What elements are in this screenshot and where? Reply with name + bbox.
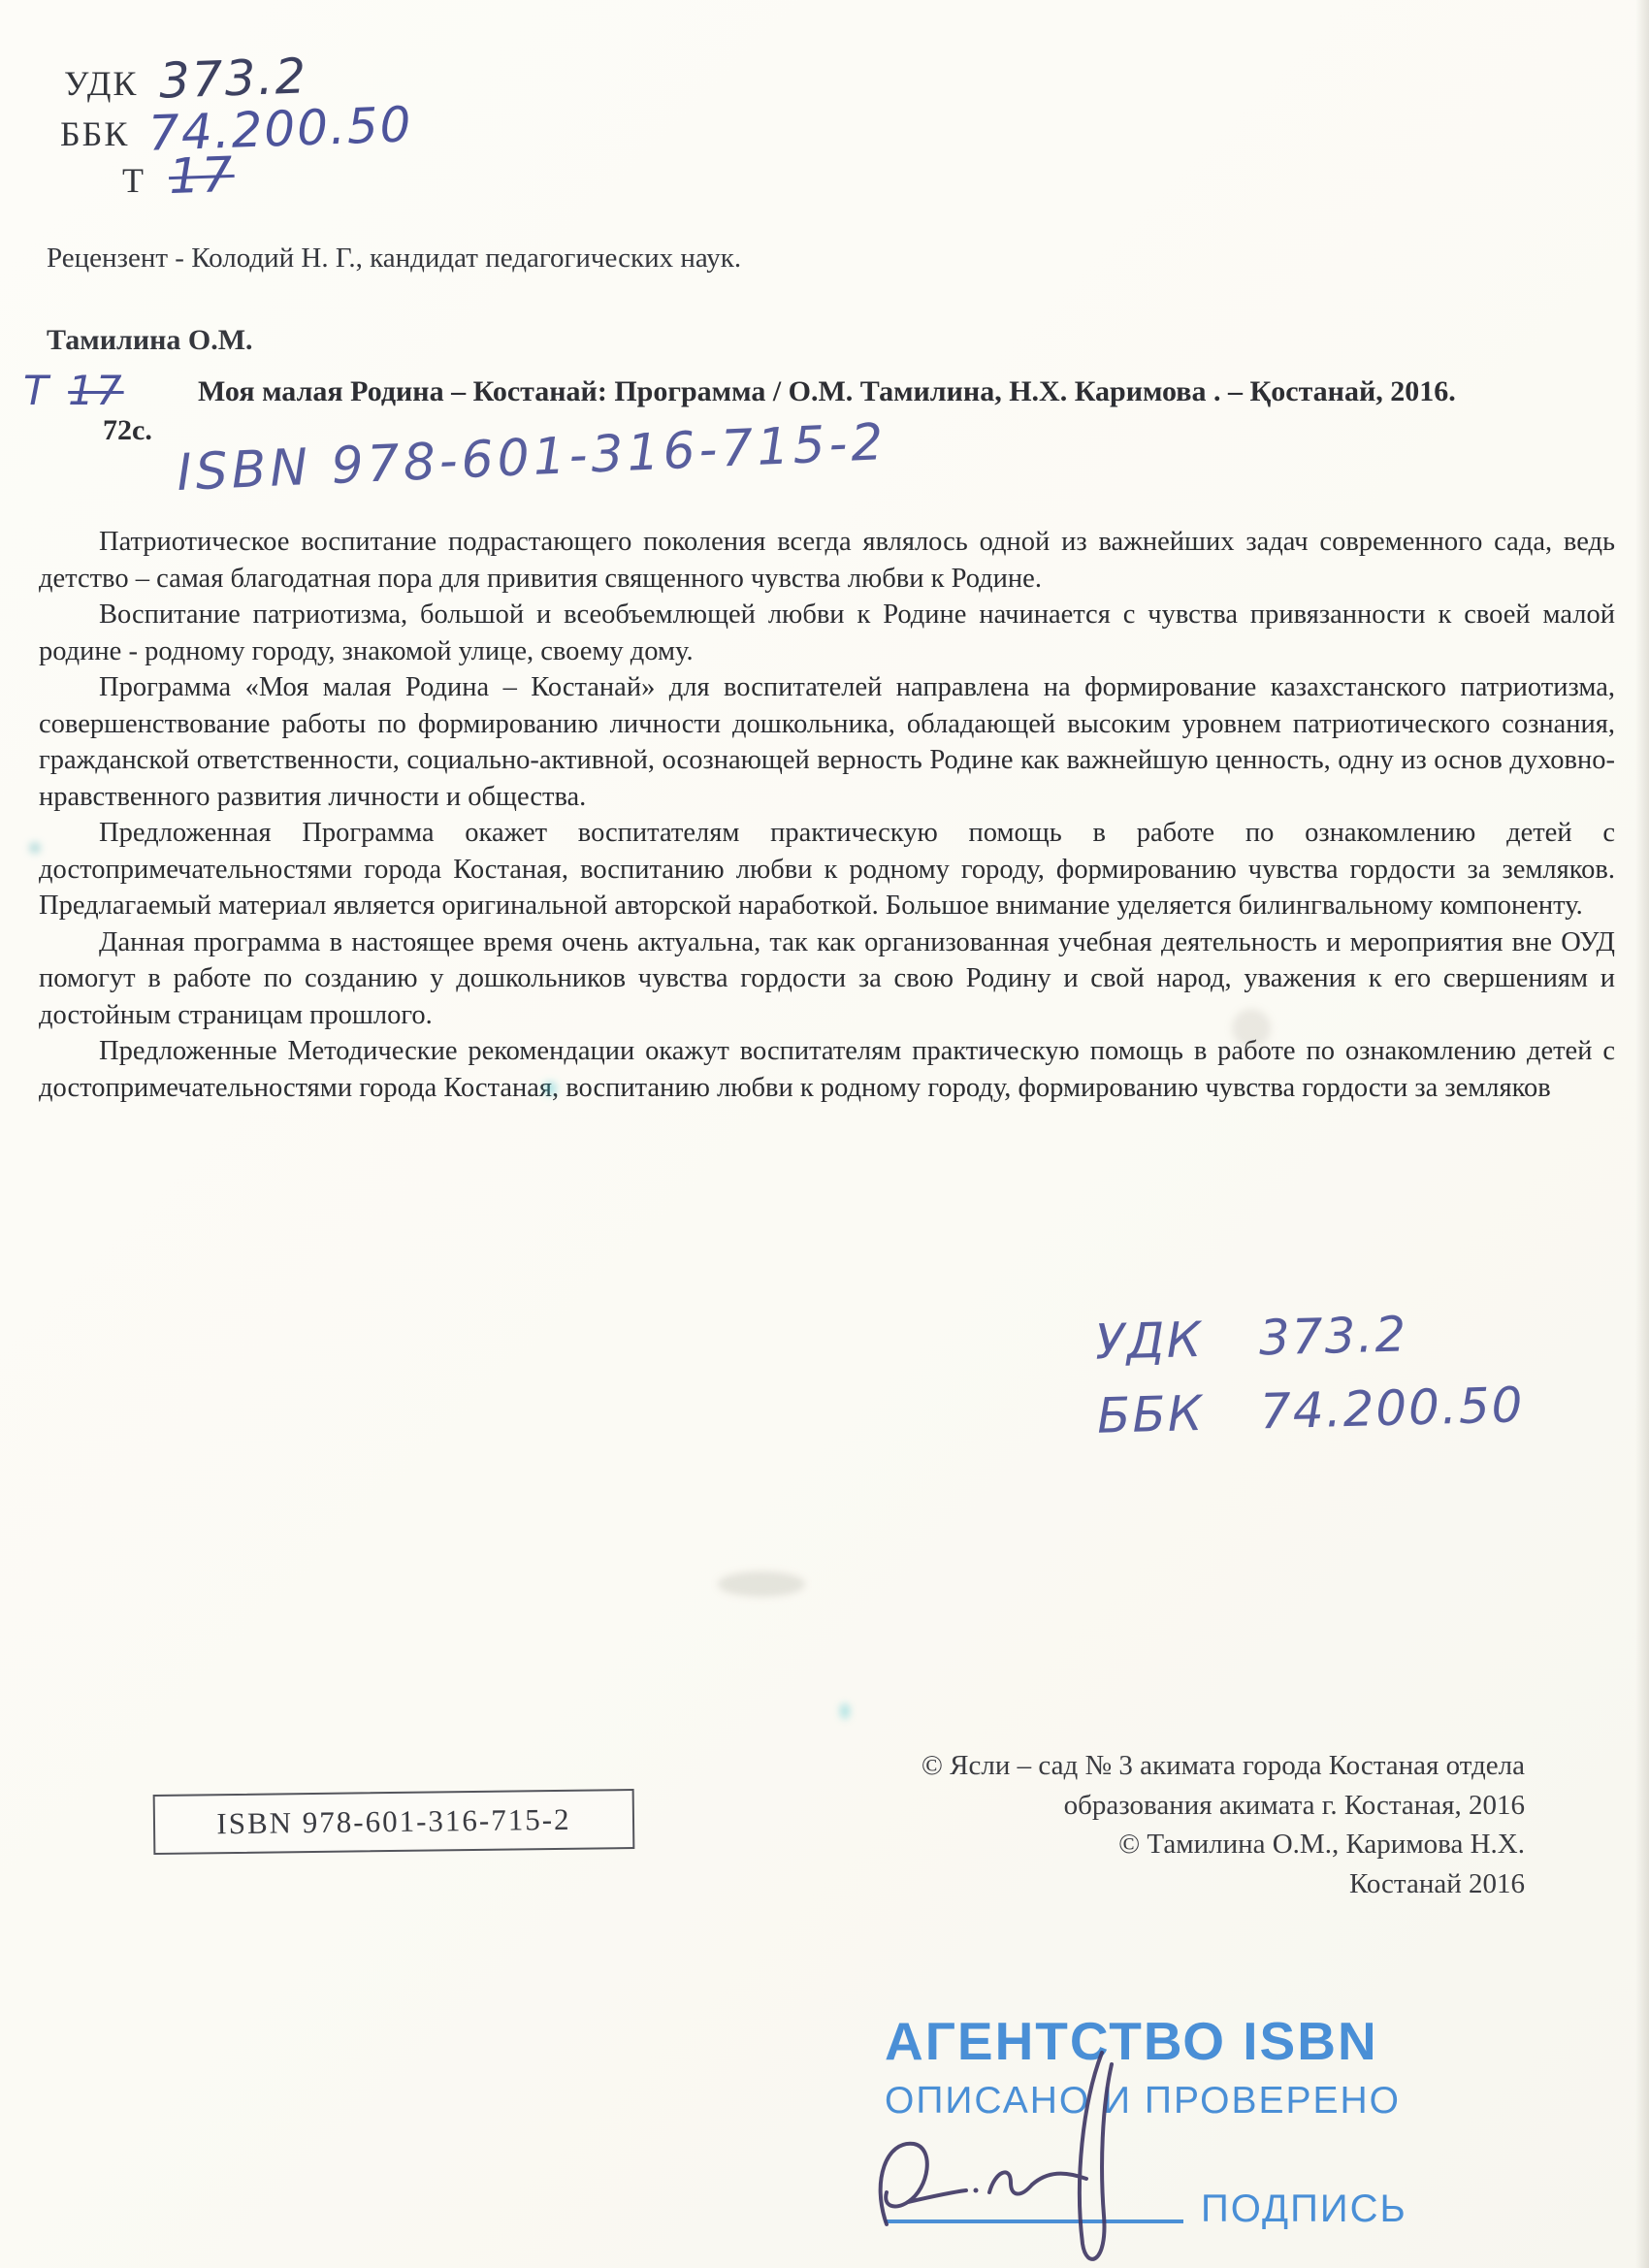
catalog-margin-t: Т	[23, 367, 50, 414]
copyright-line-1: © Ясли – сад № 3 акимата города Костаная отдела	[921, 1750, 1525, 1781]
mid-udk-value: 373.2	[1258, 1306, 1408, 1367]
mid-bbk-label: ББК	[1096, 1384, 1205, 1444]
copyright-block	[671, 1746, 1525, 1903]
t-header-line	[122, 147, 235, 204]
udk-value-handwritten: 373.2	[158, 48, 309, 110]
bbk-value-handwritten: 74.200.50	[147, 96, 414, 162]
stamp-subtitle: ОПИСАНО И ПРОВЕРЕНО	[885, 2080, 1401, 2122]
scan-speck	[840, 1703, 850, 1719]
copyright-line-2: образования акимата г. Костаная, 2016	[1063, 1789, 1525, 1821]
stamp-title: АГЕНТСТВО ISBN	[885, 2011, 1378, 2071]
mid-bbk-value: 74.200.50	[1259, 1377, 1526, 1441]
scan-speck	[29, 842, 41, 854]
paragraph: Патриотическое воспитание подрастающего поколения всегда являлось одной из важнейших задач современного сада, ведь детство – самая благодатная пора для привития священного чувства любви к Родине.	[39, 527, 1615, 594]
t-value-handwritten: 17	[168, 146, 236, 206]
copyright-line-4: Костанай 2016	[1348, 1867, 1525, 1899]
paragraph: Программа «Моя малая Родина – Костанай» для воспитателей направлена на формирование казахстанского патриотизма, совершенствование работы по формированию личности дошкольника, обладающей высоким уровнем патриотического сознания, гражданской ответственности, социально-активной, осознающей верность Родине как важнейшую ценность, одну из основ духовно-нравственного развития личности и общества.	[39, 672, 1615, 812]
udk-header-line	[64, 48, 309, 110]
scan-speck	[543, 1082, 557, 1095]
paragraph: Воспитание патриотизма, большой и всеобъемлющей любви к Родине начинается с чувства привязанности к своей малой родине - родному городу, знакомой улице, своему дому.	[39, 599, 1615, 666]
author-heading: Тамилина О.М.	[47, 324, 253, 356]
signature-label: ПОДПИСЬ	[1201, 2187, 1407, 2230]
stamp-signature-row	[885, 2179, 1428, 2237]
scan-smudge	[1232, 1009, 1271, 1048]
annotation-text	[39, 524, 1615, 1106]
reviewer-line: Рецензент - Колодий Н. Г., кандидат педагогических наук.	[47, 243, 742, 274]
signature-line	[885, 2219, 1183, 2223]
bbk-header-line	[60, 96, 414, 162]
paragraph: Предложенные Методические рекомендации окажут воспитателям практическую помощь в работе по ознакомлению детей с достопримечательностями города Костаная, воспитанию любви к родному городу, формированию чувства гордости за земляков	[39, 1036, 1615, 1103]
catalog-margin-num: 17	[68, 367, 124, 414]
paragraph: Предложенная Программа окажет воспитателям практическую помощь в работе по ознакомлению детей с достопримечательностями города Костаная, воспитанию любви к родному городу, формированию чувства гордости за земляков. Предлагаемый материал является оригинальной авторской наработкой. Большое внимание уделяется билингвальному компоненту.	[39, 818, 1615, 921]
isbn-agency-stamp	[885, 2010, 1428, 2237]
mid-bbk-line	[1096, 1368, 1525, 1453]
copyright-line-3: © Тамилина О.М., Каримова Н.Х.	[1118, 1829, 1525, 1860]
isbn-handwritten: ISBN 978-601-316-715-2	[176, 413, 889, 502]
scan-smudge	[718, 1571, 805, 1597]
mid-udk-line	[1094, 1294, 1523, 1379]
catalog-entry-title: Моя малая Родина – Костанай: Программа / О.М. Тамилина, Н.Х. Каримова . – Қостанай, 2016.	[198, 375, 1456, 407]
bbk-label: ББК	[60, 114, 130, 153]
udk-label: УДК	[64, 64, 139, 103]
mid-udk-label: УДК	[1094, 1311, 1204, 1371]
t-label: Т	[122, 161, 146, 200]
mid-handwritten-codes	[1094, 1294, 1525, 1452]
paragraph: Данная программа в настоящее время очень актуальна, так как организованная учебная деятельность и мероприятия вне ОУД помогут в работе по созданию у дошкольников чувства гордости за свою Родину и свой народ, уважения к его свершениям и достойным страницам прошлого.	[39, 926, 1615, 1030]
scan-edge-shadow	[1635, 0, 1649, 2268]
isbn-box: ISBN 978-601-316-715-2	[153, 1789, 635, 1855]
catalog-entry-pages: 72с.	[103, 414, 152, 446]
